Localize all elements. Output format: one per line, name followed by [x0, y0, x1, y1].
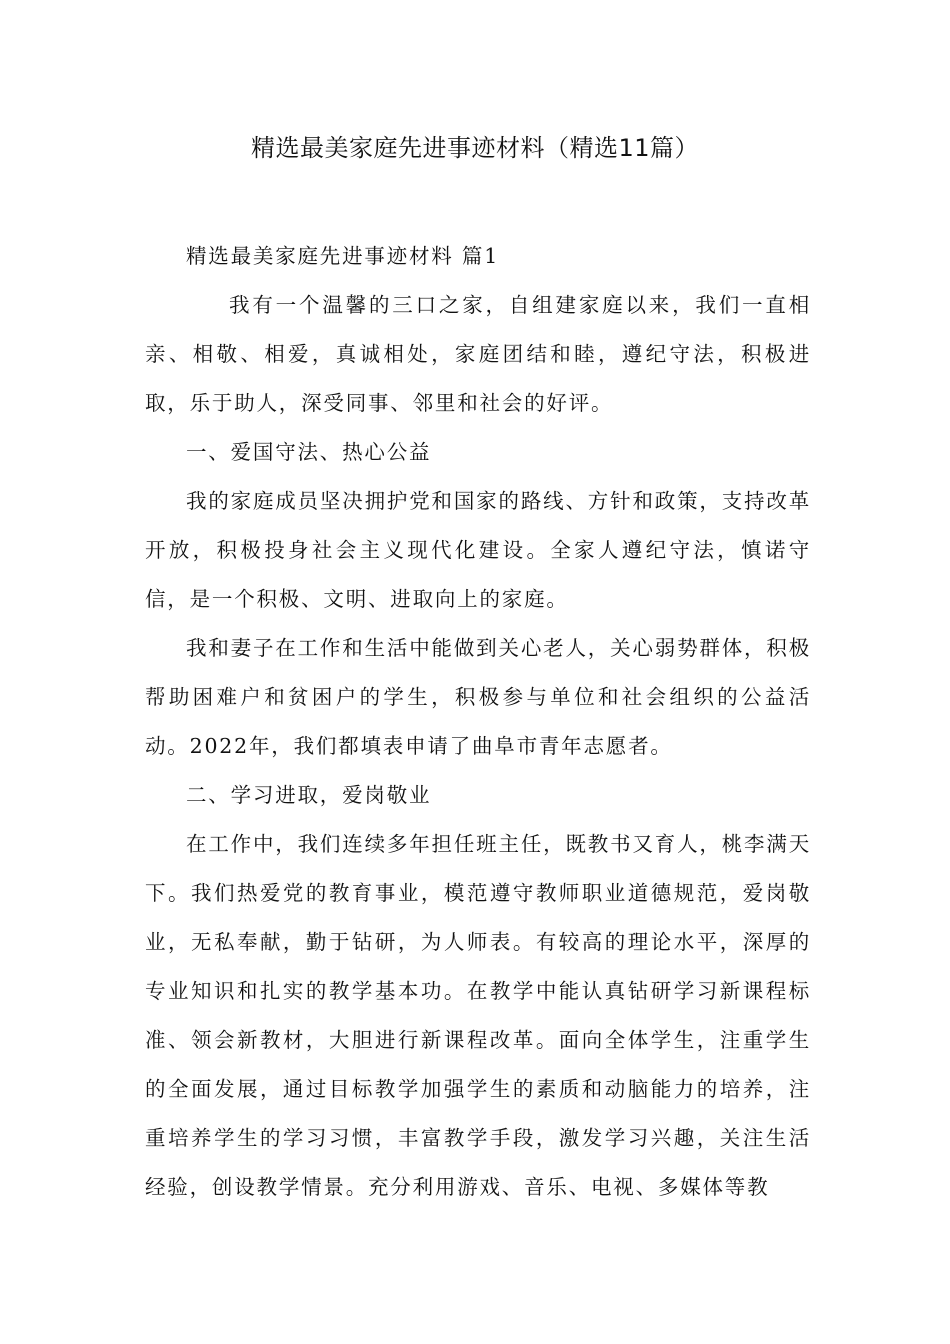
paragraph-family-members: 我的家庭成员坚决拥护党和国家的路线、方针和政策，支持改革开放，积极投身社会主义现代化建设。全家人遵纪守法，慎诺守信，是一个积极、文明、进取向上的家庭。: [145, 489, 811, 611]
subheading-patriotism: 一、爱国守法、热心公益: [186, 440, 432, 464]
document-body: [145, 232, 811, 1212]
document-title: 精选最美家庭先进事迹材料（精选11篇）: [250, 134, 700, 162]
subheading-study-work: 二、学习进取，爱岗敬业: [186, 783, 432, 807]
paragraph-public-welfare: 我和妻子在工作和生活中能做到关心老人，关心弱势群体，积极帮助困难户和贫困户的学生，积极参与单位和社会组织的公益活动。2022年，我们都填表申请了曲阜市青年志愿者。: [145, 636, 811, 758]
paragraph-intro: 我有一个温馨的三口之家，自组建家庭以来，我们一直相亲、相敬、相爱，真诚相处，家庭团结和睦，遵纪守法，积极进取，乐于助人，深受同事、邻里和社会的好评。: [145, 293, 811, 415]
paragraph-teaching-work: 在工作中，我们连续多年担任班主任，既教书又育人，桃李满天下。我们热爱党的教育事业，模范遵守教师职业道德规范，爱岗敬业，无私奉献，勤于钻研，为人师表。有较高的理论水平，深厚的专业知识和扎实的教学基本功。在教学中能认真钻研学习新课程标准、领会新教材，大胆进行新课程改革。面向全体学生，注重学生的全面发展，通过目标教学加强学生的素质和动脑能力的培养，注重培养学生的学习习惯，丰富教学手段，激发学习兴趣，关注生活经验，创设教学情景。充分利用游戏、音乐、电视、多媒体等教: [145, 832, 811, 1199]
section-heading: 精选最美家庭先进事迹材料 篇1: [186, 244, 500, 268]
